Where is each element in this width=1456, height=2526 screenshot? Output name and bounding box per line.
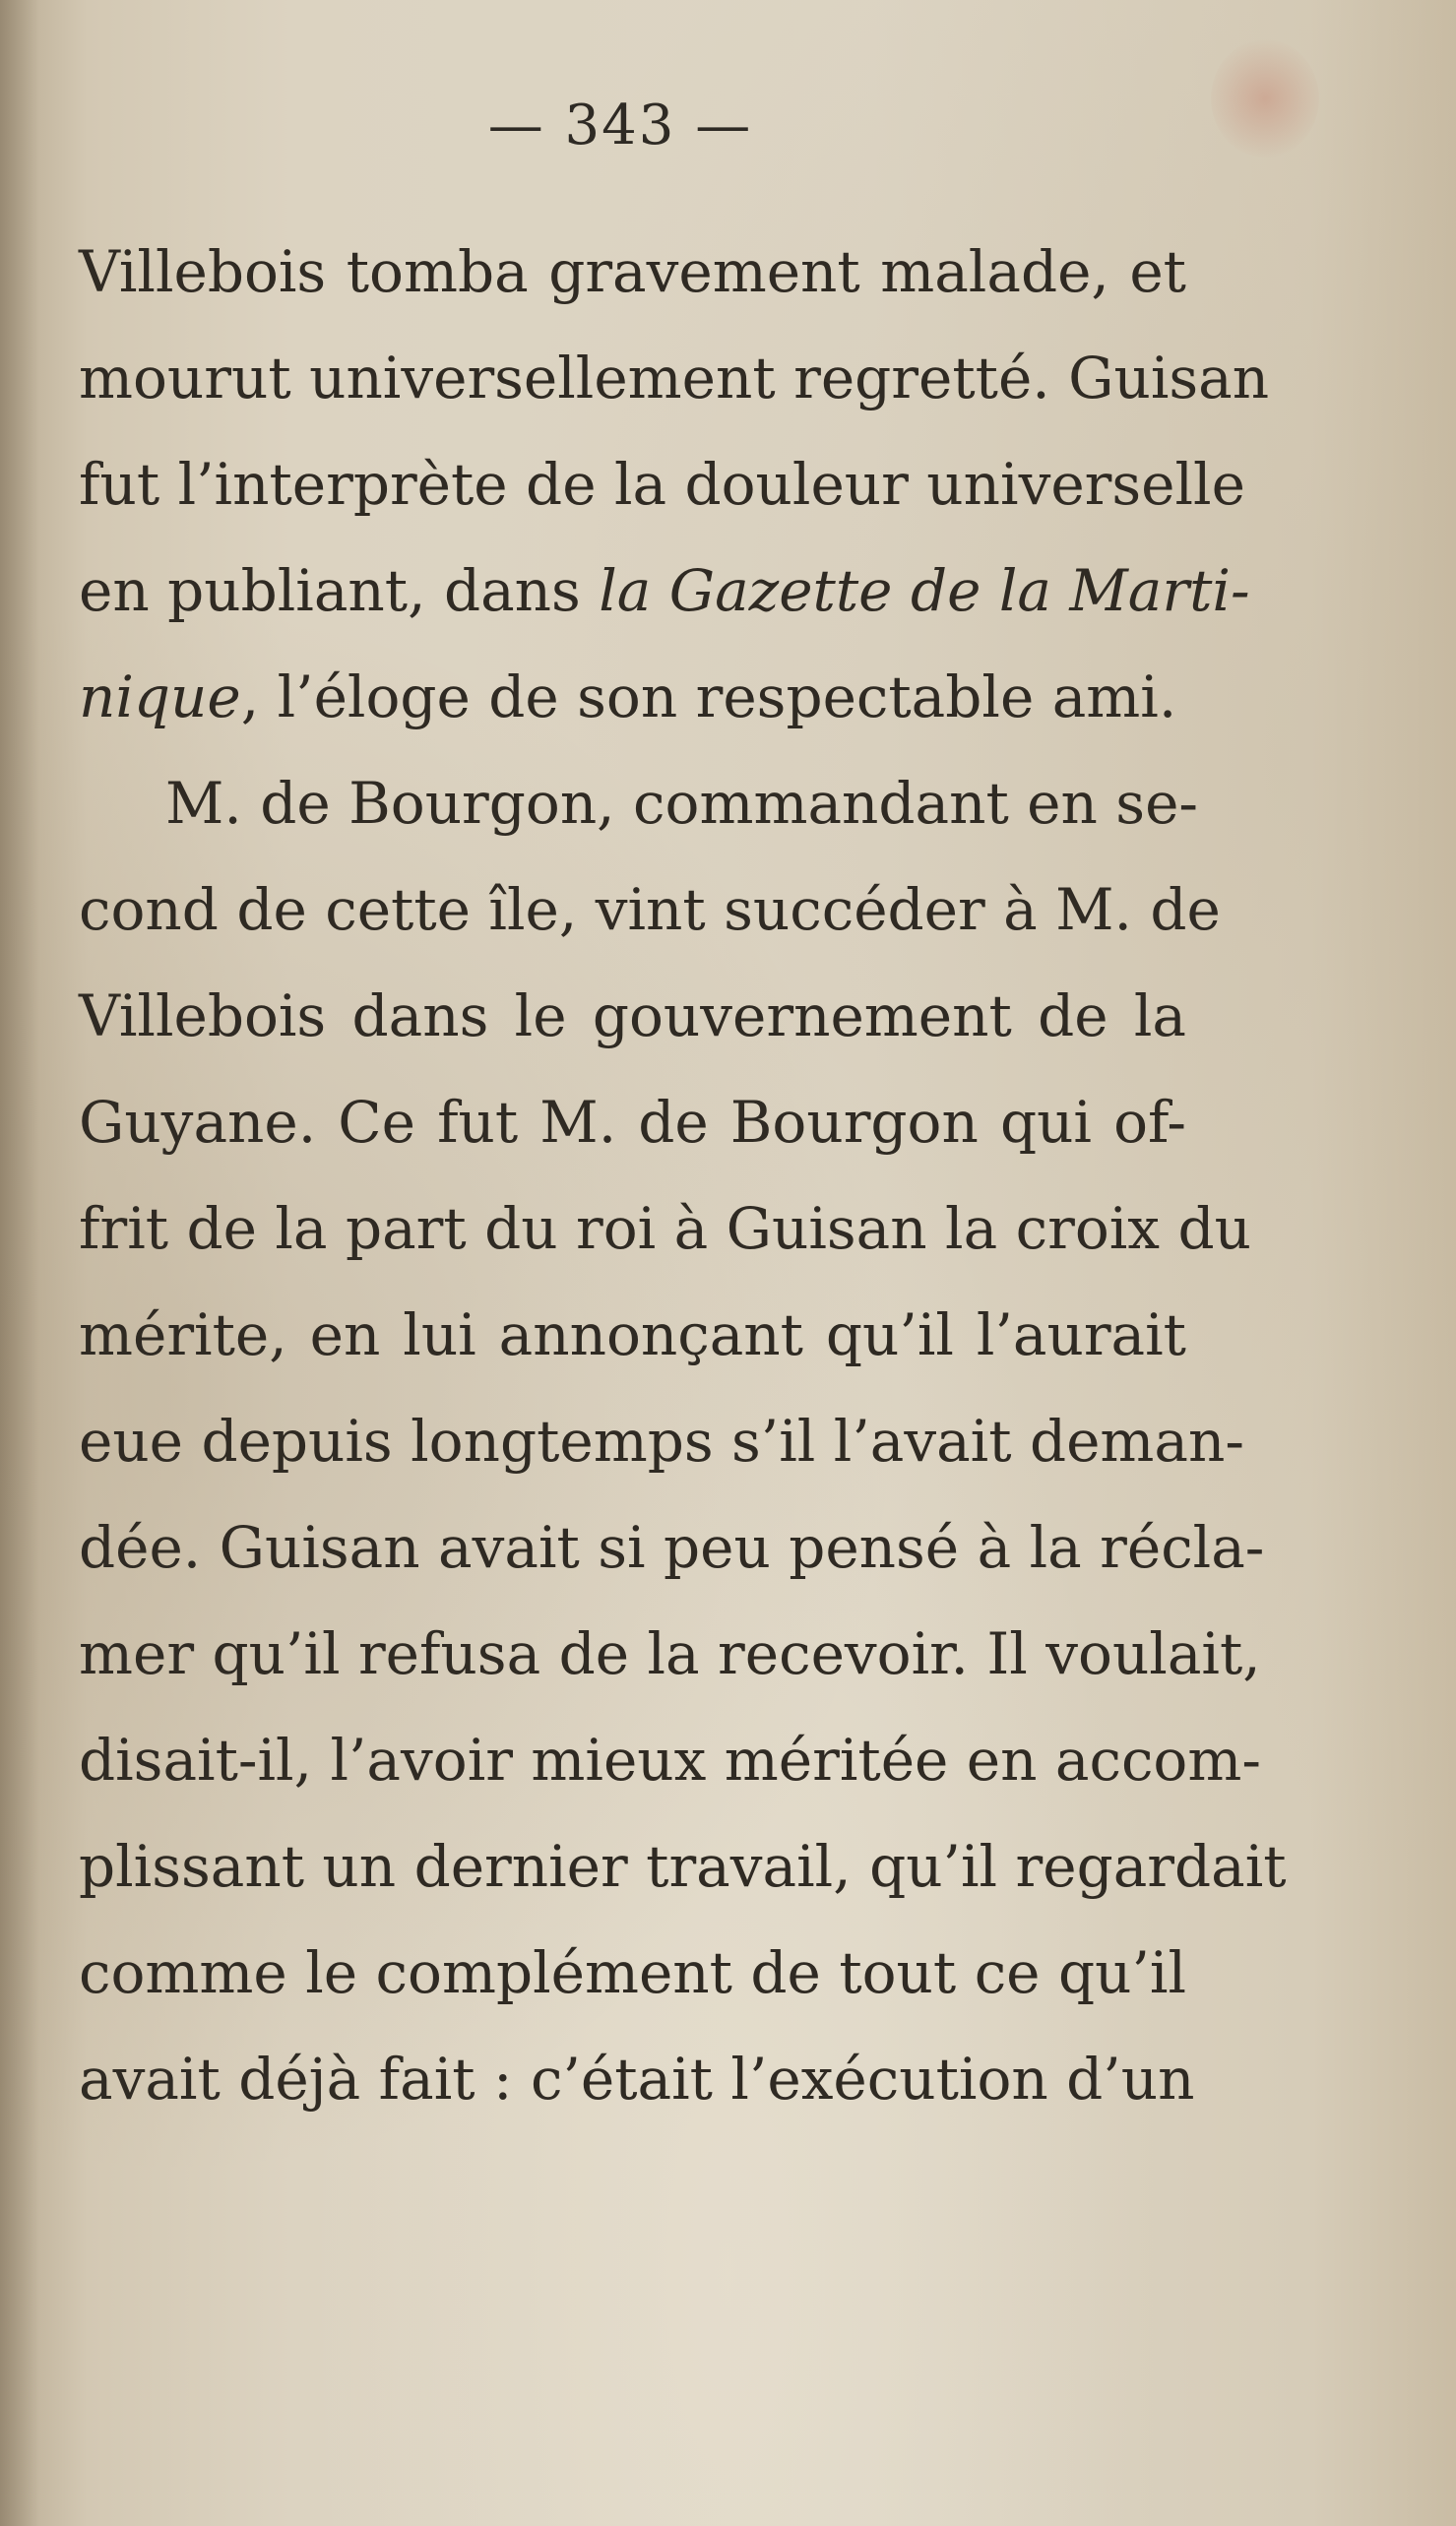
text-line: disait-il, l’avoir mieux méritée en accom- — [79, 1727, 1261, 1794]
text-line: Guyane. Ce fut M. de Bourgon qui of- — [79, 1089, 1186, 1156]
text-line: mérite, en lui annonçant qu’il l’aurait — [79, 1301, 1186, 1368]
text-line: cond de cette île, vint succéder à M. de — [79, 876, 1221, 943]
newspaper-title: nique — [79, 663, 241, 730]
text-line: plissant un dernier travail, qu’il regardait — [79, 1833, 1287, 1900]
text-line: comme le complément de tout ce qu’il — [79, 1939, 1186, 2006]
text-line: Villebois dans le gouvernement de la — [79, 982, 1186, 1049]
page-number: — 343 — — [487, 94, 753, 158]
text-line: avait déjà fait : c’était l’exécution d’un — [79, 2046, 1195, 2113]
text-segment: en publiant, dans — [79, 557, 600, 624]
text-line: mer qu’il refusa de la recevoir. Il voulait, — [79, 1620, 1261, 1687]
text-segment: , l’éloge de son respectable ami. — [240, 663, 1177, 730]
body-text — [79, 219, 1287, 2132]
text-line: Villebois tomba gravement malade, et — [79, 238, 1186, 305]
text-line: eue depuis longtemps s’il l’avait deman- — [79, 1408, 1244, 1475]
text-line: mourut universellement regretté. Guisan — [79, 345, 1270, 411]
text-line: dée. Guisan avait si peu pensé à la récla- — [79, 1514, 1265, 1581]
page-gutter-shadow — [0, 0, 39, 2526]
text-line: M. de Bourgon, commandant en se- — [165, 770, 1198, 837]
text-line: frit de la part du roi à Guisan la croix du — [79, 1195, 1251, 1262]
newspaper-title: la Gazette de la Marti- — [599, 557, 1250, 624]
text-line: fut l’interprète de la douleur universelle — [79, 451, 1245, 518]
text-line — [79, 644, 1186, 750]
text-line — [79, 537, 1250, 644]
